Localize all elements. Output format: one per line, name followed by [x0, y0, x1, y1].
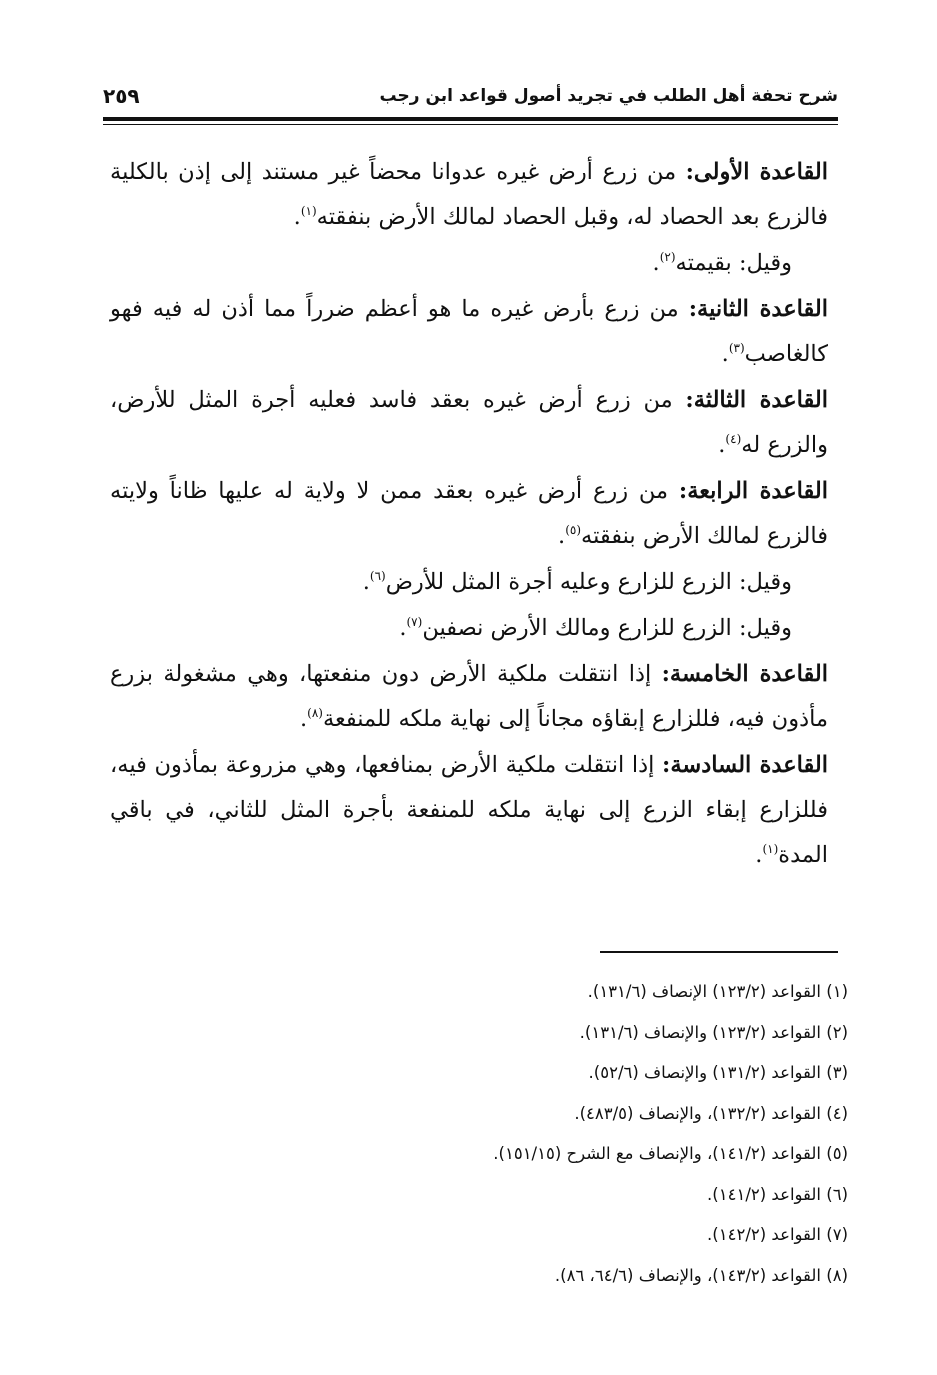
footnote-ref: (٥): [565, 523, 582, 537]
footnote-item: (٣) القواعد (١٣١/٢) والإنصاف (٥٢/٦).: [588, 1063, 848, 1082]
footnote-ref: (١): [300, 204, 317, 218]
rule-paragraph: [110, 469, 828, 559]
footnote-ref: (٦): [369, 569, 386, 583]
footnote-item: (٨) القواعد (١٤٣/٢)، والإنصاف (٦٤/٦، ٨٦).: [554, 1265, 848, 1285]
main-text: [110, 150, 828, 879]
footnote-ref: (٢): [659, 250, 676, 264]
rule-text: من زرع أرض غيره بعقد فاسد فعليه أجرة المثل للأرض، والزرع له: [110, 387, 828, 458]
rule-paragraph: [110, 378, 828, 468]
opinion-text: وقيل: الزرع للزارع وعليه أجرة المثل للأرض: [385, 569, 792, 595]
rule-term: القاعدة الرابعة:: [678, 478, 828, 504]
footnote-ref: (٣): [728, 341, 745, 355]
footnote-ref: (٧): [406, 615, 423, 629]
footnote-ref: (٤): [725, 432, 742, 446]
sentence-end: .: [399, 615, 407, 641]
rule-paragraph: [110, 652, 828, 742]
rule-paragraph: [110, 743, 828, 878]
footnote-ref: (١): [762, 842, 779, 856]
footnote-item: (١) القواعد (١٢٣/٢) الإنصاف (١٣١/٦).: [587, 982, 848, 1001]
opinion-text: وقيل: بقيمته: [675, 250, 792, 276]
rule-term: القاعدة الثانية:: [688, 296, 828, 322]
sentence-end: .: [652, 250, 660, 276]
rule-text: من زرع بأرض غيره ما هو أعظم ضرراً مما أذن له فيه فهو كالغاصب: [110, 296, 828, 367]
rule-text: إذا انتقلت ملكية الأرض بمنافعها، وهي مزروعة بمأذون فيه، فللزارع إبقاء الزرع إلى نهاية ملكه للمنفعة بأجرة المثل للثاني، في باقي المدة: [110, 752, 828, 868]
page-number: ٢٥٩: [103, 84, 140, 108]
footnote-item: (٥) القواعد (١٤١/٢)، والإنصاف مع الشرح (١٥١/١٥).: [493, 1144, 848, 1163]
header-rule-thin: [103, 124, 838, 125]
footnotes: [250, 972, 848, 1296]
footnote-separator: [600, 951, 838, 953]
rule-text: من زرع أرض غيره عدوانا محضاً غير مستند إلى إذن بالكلية فالزرع بعد الحصاد له، وقبل الحصاد لمالك الأرض بنفقته: [110, 159, 828, 230]
rule-text: إذا انتقلت ملكية الأرض دون منفعتها، وهي مشغولة بزرع مأذون فيه، فللزارع إبقاؤه مجاناً إلى نهاية ملكه للمنفعة: [110, 661, 828, 732]
alternative-opinion: [110, 560, 828, 605]
rule-text: من زرع أرض غيره بعقد ممن لا ولاية له عليها ظاناً ولايته فالزرع لمالك الأرض بنفقته: [110, 478, 828, 549]
sentence-end: .: [718, 432, 726, 458]
rule-term: القاعدة الثالثة:: [685, 387, 828, 413]
rule-term: القاعدة الخامسة:: [661, 661, 828, 687]
footnote-item: (٧) القواعد (١٤٢/٢).: [707, 1225, 848, 1244]
alternative-opinion: [110, 606, 828, 651]
rule-paragraph: [110, 287, 828, 377]
alternative-opinion: [110, 241, 828, 286]
page-header: [103, 78, 838, 114]
sentence-end: .: [362, 569, 370, 595]
sentence-end: .: [293, 204, 301, 230]
footnote-item: (٦) القواعد (١٤١/٢).: [707, 1184, 848, 1204]
footnote-item: (٤) القواعد (١٣٢/٢)، والإنصاف (٤٨٣/٥).: [574, 1103, 848, 1123]
rule-term: القاعدة الأولى:: [685, 159, 828, 185]
sentence-end: .: [558, 523, 566, 549]
rule-term: القاعدة السادسة:: [662, 752, 828, 778]
opinion-text: وقيل: الزرع للزارع ومالك الأرض نصفين: [422, 615, 792, 641]
sentence-end: .: [299, 706, 308, 732]
rule-paragraph: [110, 150, 828, 240]
footnote-item: (٢) القواعد (١٢٣/٢) والإنصاف (١٣١/٦).: [579, 1022, 848, 1042]
running-title: شرح تحفة أهل الطلب في تجريد أصول قواعد ابن رجب: [379, 86, 838, 106]
header-rule-thick: [103, 117, 838, 121]
footnote-ref: (٨): [307, 706, 323, 720]
sentence-end: .: [755, 842, 763, 868]
sentence-end: .: [721, 341, 729, 367]
